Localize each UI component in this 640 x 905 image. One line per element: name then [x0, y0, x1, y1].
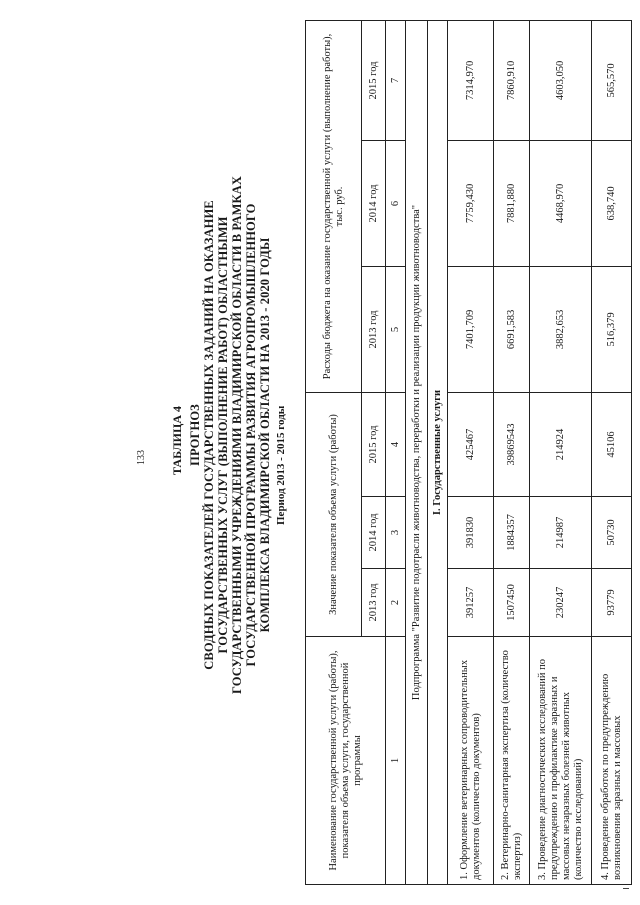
row-name: 2. Ветеринарно-санитарная экспертиза (количество экспертиз)	[494, 637, 530, 885]
column-number: 7	[386, 20, 406, 140]
table-cell: 3882,653	[530, 266, 592, 392]
scan-mark	[623, 888, 629, 889]
title-line: ГОСУДАРСТВЕННОЙ ПРОГРАММЫ РАЗВИТИЯ АГРОПРОМЫШЛЕННОГО	[244, 203, 258, 667]
table-row	[592, 20, 632, 884]
header-year: 2013 год	[362, 266, 386, 392]
header-year: 2013 год	[362, 569, 386, 637]
title-line: ПРОГНОЗ	[188, 404, 202, 466]
table-cell: 39869543	[494, 392, 530, 496]
table-label: ТАБЛИЦА 4	[170, 406, 184, 475]
table-cell: 4603,050	[530, 20, 592, 140]
table-cell: 45106	[592, 392, 632, 496]
table-row	[494, 20, 530, 884]
header-name-column: Наименование государственной услуги (работы), показателя объема услуги, государственной программы	[306, 637, 386, 885]
column-number: 6	[386, 140, 406, 266]
table-cell: 6691,583	[494, 266, 530, 392]
header-year: 2014 год	[362, 497, 386, 569]
row-name: 1. Оформление ветеринарных сопроводительных документов (количество документов)	[448, 637, 494, 885]
header-volume-group: Значение показателя объема услуги (работы)	[306, 392, 362, 636]
forecast-table	[305, 20, 632, 885]
row-name: 4. Проведение обработок по предупреждению возникновения заразных и массовых	[592, 637, 632, 885]
table-cell: 7860,910	[494, 20, 530, 140]
title-line: КОМПЛЕКСА ВЛАДИМИРСКОЙ ОБЛАСТИ НА 2013 - 2020 ГОДЫ	[258, 237, 272, 633]
table-cell: 565,570	[592, 20, 632, 140]
column-number: 3	[386, 497, 406, 569]
table-cell: 7759,430	[448, 140, 494, 266]
table-cell: 4468,970	[530, 140, 592, 266]
header-year: 2015 год	[362, 20, 386, 140]
column-number: 1	[386, 637, 406, 885]
table-cell: 50730	[592, 497, 632, 569]
column-number: 2	[386, 569, 406, 637]
table-cell: 214987	[530, 497, 592, 569]
section-heading: I. Государственные услуги	[428, 20, 448, 884]
table-cell: 7314,970	[448, 20, 494, 140]
row-name: 3. Проведение диагностических исследований по предупреждению и профилактике заразных и массовых незаразных болезней животных (количество исследований)	[530, 637, 592, 885]
header-year: 2014 год	[362, 140, 386, 266]
title-line: ГОСУДАРСТВЕННЫХ УСЛУГ (ВЫПОЛНЕНИЕ РАБОТ) ОБЛАСТНЫМИ	[216, 216, 230, 654]
title-line: ГОСУДАРСТВЕННЫМИ УЧРЕЖДЕНИЯМИ ВЛАДИМИРСКОЙ ОБЛАСТИ В РАМКАХ	[230, 176, 244, 694]
column-number: 5	[386, 266, 406, 392]
period-label: Период 2013 - 2015 годы	[275, 405, 287, 525]
document-title	[188, 175, 272, 695]
table-cell: 214924	[530, 392, 592, 496]
table-cell: 1507450	[494, 569, 530, 637]
table-row	[530, 20, 592, 884]
table-cell: 1884357	[494, 497, 530, 569]
table-cell: 425467	[448, 392, 494, 496]
table-cell: 638,740	[592, 140, 632, 266]
header-budget-group: Расходы бюджета на оказание государственной услуги (выполнение работы), тыс. руб.	[306, 20, 362, 392]
table-cell: 93779	[592, 569, 632, 637]
table-cell: 7881,880	[494, 140, 530, 266]
table-cell: 7401,709	[448, 266, 494, 392]
title-line: СВОДНЫХ ПОКАЗАТЕЛЕЙ ГОСУДАРСТВЕННЫХ ЗАДАНИЙ НА ОКАЗАНИЕ	[202, 200, 216, 670]
subprogram-row: Подпрограмма "Развитие подотрасли животноводства, переработки и реализации продукции животноводства"	[406, 20, 428, 884]
table-row	[448, 20, 494, 884]
column-number: 4	[386, 392, 406, 496]
table-cell: 391257	[448, 569, 494, 637]
header-year: 2015 год	[362, 392, 386, 496]
table-cell: 391830	[448, 497, 494, 569]
table-cell: 230247	[530, 569, 592, 637]
table-cell: 516,379	[592, 266, 632, 392]
page-number: 133	[136, 450, 147, 465]
